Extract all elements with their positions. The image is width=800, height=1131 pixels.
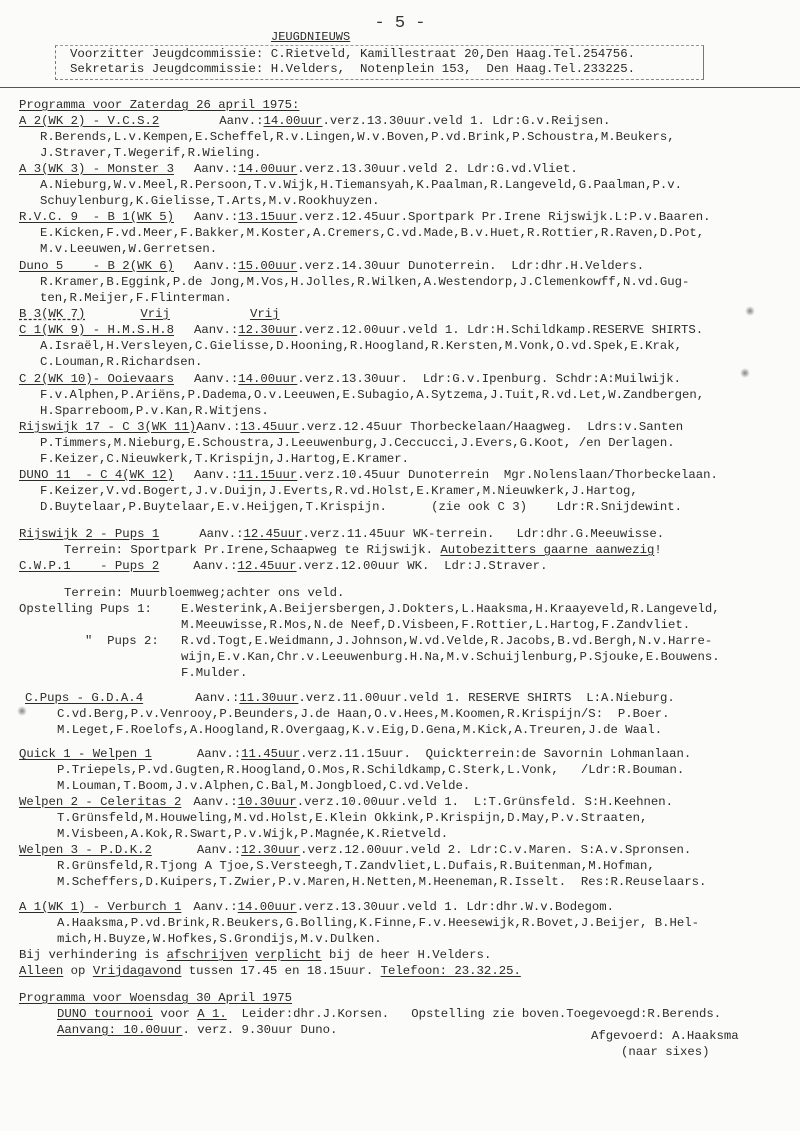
- match-row: A 1(WK 1) - Verburch 1 Aanv.:14.00uur.verz.13.30uur.veld 1. Ldr:dhr.W.v.Bodegom.: [19, 900, 614, 914]
- player-list: A.Nieburg,W.v.Meel,R.Persoon,T.v.Wijk,H.Tiemansyah,K.Paalman,R.Langeveld,G.Paalman,P.v.: [40, 178, 683, 192]
- match-teams: Welpen 3 - P.D.K.2: [19, 843, 152, 857]
- player-list: A.Haaksma,P.vd.Brink,R.Beukers,G.Bolling,K.Finne,F.v.Heesewijk,R.Bovet,J.Beijer, B.Hel-: [57, 916, 700, 930]
- kickoff-time: 11.30uur: [239, 691, 299, 705]
- player-list: T.Grünsfeld,M.Houweling,M.vd.Holst,E.Klein Okkink,P.Krispijn,D.May,P.v.Straaten,: [57, 811, 648, 825]
- player-list: R.Grünsfeld,R.Tjong A Tjoe,S.Versteegh,T.Zandvliet,L.Dufais,R.Buitenman,M.Hofman,: [57, 859, 655, 873]
- player-list: M.Meeuwisse,R.Mos,N.de Neef,D.Visbeen,F.Rottier,L.Hartog,F.Zandvliet.: [181, 618, 691, 632]
- player-list: J.Straver,T.Wegerif,R.Wieling.: [40, 146, 262, 160]
- match-teams: A 3(WK 3) - Monster 3: [19, 162, 174, 176]
- player-list: R.vd.Togt,E.Weidmann,J.Johnson,W.vd.Velde,R.Jacobs,B.vd.Bergh,N.v.Harre-: [181, 634, 713, 648]
- match-teams: DUNO 11 - C 4(WK 12): [19, 468, 174, 482]
- lineup-label-pups2: " Pups 2:: [85, 634, 159, 648]
- kickoff-time: 12.45uur: [243, 527, 303, 541]
- phone-number: Telefoon: 23.32.25.: [380, 964, 521, 978]
- match-row: C.Pups - G.D.A.4 Aanv.:11.30uur.verz.11.00uur.veld 1. RESERVE SHIRTS L:A.Nieburg.: [25, 691, 675, 705]
- match-row: C.W.P.1 - Pups 2 Aanv.:12.45uur.verz.12.00uur WK. Ldr:J.Straver.: [19, 559, 548, 573]
- player-list: Schuylenburg,K.Gielisse,T.Arts,M.v.Rookhuyzen.: [40, 194, 380, 208]
- player-list: R.Berends,L.v.Kempen,E.Scheffel,R.v.Lingen,W.v.Boven,P.vd.Brink,P.Schoustra,M.Beukers,: [40, 130, 675, 144]
- header-divider: [0, 87, 800, 88]
- match-row: C 2(WK 10)- Ooievaars Aanv.:14.00uur.verz.13.30uur. Ldr:G.v.Ipenburg. Schdr:A:Muilwijk.: [19, 372, 682, 386]
- scan-smudge: [17, 706, 27, 716]
- page-number: - 5 -: [374, 14, 426, 33]
- kickoff-time: 14.00uur: [263, 114, 323, 128]
- player-list: M.v.Leeuwen,W.Gerretsen.: [40, 242, 218, 256]
- player-list: R.Kramer,B.Eggink,P.de Jong,M.Vos,H.Jolles,R.Wilken,A.Westendorp,J.Clemenkowff,N.vd.Gug-: [40, 275, 690, 289]
- lineup-label-pups1: Opstelling Pups 1:: [19, 602, 152, 616]
- document-title: JEUGDNIEUWS: [271, 30, 351, 44]
- terrein-note: Terrein: Sportpark Pr.Irene,Schaapweg te Rijswijk. Autobezitters gaarne aanwezig!: [64, 543, 662, 557]
- player-list: ten,R.Meijer,F.Flinterman.: [40, 291, 232, 305]
- match-row-free: B 3(WK 7) Vrij Vrij: [19, 307, 280, 321]
- kickoff-time: 12.30uur: [238, 323, 298, 337]
- kickoff-time: 10.30uur: [237, 795, 297, 809]
- player-list: P.Timmers,M.Nieburg,E.Schoustra,J.Leeuwenburg,J.Ceccucci,J.Evers,G.Koot, /en Derlagen.: [40, 436, 675, 450]
- kickoff-time: 14.00uur: [238, 162, 298, 176]
- match-row: Rijswijk 2 - Pups 1 Aanv.:12.45uur.verz.11.45uur WK-terrein. Ldr:dhr.G.Meeuwisse.: [19, 527, 665, 541]
- match-teams: B 3(WK 7): [19, 307, 86, 321]
- kickoff-time: 13.45uur: [240, 420, 300, 434]
- chairman-line: Voorzitter Jeugdcommissie: C.Rietveld, Kamillestraat 20,Den Haag.Tel.254756.: [70, 47, 636, 61]
- removed-player-note: Afgevoerd: A.Haaksma: [591, 1029, 739, 1043]
- wednesday-heading: Programma voor Woensdag 30 April 1975: [19, 991, 293, 1005]
- match-teams: Welpen 2 - Celeritas 2: [19, 795, 182, 809]
- player-list: F.Mulder.: [181, 666, 248, 680]
- player-list: mich,H.Buyze,W.Hofkes,S.Grondijs,M.v.Dulken.: [57, 932, 382, 946]
- match-teams: Rijswijk 17 - C 3(WK 11): [19, 420, 197, 434]
- tournament-line: DUNO tournooi voor A 1. Leider:dhr.J.Korsen. Opstelling zie boven.Toegevoegd:R.Berends.: [57, 1007, 722, 1021]
- player-list: M.Visbeen,A.Kok,R.Swart,P.v.Wijk,P.Magnée,K.Rietveld.: [57, 827, 449, 841]
- kickoff-time: 15.00uur: [238, 259, 298, 273]
- kickoff-time: 14.00uur: [238, 372, 298, 386]
- call-hours-notice: Alleen op Vrijdagavond tussen 17.45 en 18.15uur. Telefoon: 23.32.25.: [19, 964, 521, 978]
- player-list: M.Leget,F.Roelofs,A.Hoogland,R.Overgaag,K.v.Eig,D.Gena,M.Kick,A.Treuren,J.de Waal.: [57, 723, 663, 737]
- match-teams: C.W.P.1 - Pups 2: [19, 559, 160, 573]
- match-teams: A 2(WK 2) - V.C.S.2: [19, 114, 160, 128]
- match-teams: C 2(WK 10)- Ooievaars: [19, 372, 174, 386]
- start-time-line: Aanvang: 10.00uur. verz. 9.30uur Duno.: [57, 1023, 338, 1037]
- player-list: F.v.Alphen,P.Ariëns,P.Dadema,O.v.Leeuwen,E.Subagio,A.Sytzema,J.Tuit,R.vd.Let,W.Zandbergen,: [40, 388, 705, 402]
- match-row: A 3(WK 3) - Monster 3 Aanv.:14.00uur.verz.13.30uur.veld 2. Ldr:G.vd.Vliet.: [19, 162, 578, 176]
- match-teams: R.V.C. 9 - B 1(WK 5): [19, 210, 174, 224]
- match-row: Duno 5 - B 2(WK 6) Aanv.:15.00uur.verz.14.30uur Dunoterrein. Ldr:dhr.H.Velders.: [19, 259, 645, 273]
- player-list: wijn,E.v.Kan,Chr.v.Leeuwenburg.H.Na,M.v.Schuijlenburg,P.Sjouke,E.Bouwens.: [181, 650, 720, 664]
- player-list: E.Westerink,A.Beijersbergen,J.Dokters,L.Haaksma,H.Kraayeveld,R.Langeveld,: [181, 602, 720, 616]
- kickoff-time: 12.45uur: [237, 559, 297, 573]
- kickoff-time: 14.00uur: [237, 900, 297, 914]
- terrein-note: Terrein: Muurbloemweg;achter ons veld.: [64, 586, 345, 600]
- player-list: A.Israël,H.Versleyen,C.Gielisse,D.Hooning,R.Hoogland,R.Kersten,M.Vonk,O.vd.Spek,E.Krak,: [40, 339, 683, 353]
- match-row: Rijswijk 17 - C 3(WK 11)Aanv.:13.45uur.verz.12.45uur Thorbeckelaan/Haagweg. Ldrs:v.Santen: [19, 420, 684, 434]
- player-list: P.Triepels,P.vd.Gugten,R.Hoogland,O.Mos,R.Schildkamp,C.Sterk,L.Vonk, /Ldr:R.Bouman.: [57, 763, 685, 777]
- player-list: F.Keizer,C.Nieuwkerk,T.Krispijn,J.Hartog,E.Kramer.: [40, 452, 409, 466]
- committee-contact-box: [55, 45, 704, 80]
- match-teams: C 1(WK 9) - H.M.S.H.8: [19, 323, 174, 337]
- kickoff-time: 11.45uur: [241, 747, 301, 761]
- player-list: H.Sparreboom,P.v.Kan,R.Witjens.: [40, 404, 269, 418]
- player-list: E.Kicken,F.vd.Meer,F.Bakker,M.Koster,A.Cremers,C.vd.Made,B.v.Huet,R.Rottier,R.Raven,D.Pot,: [40, 226, 705, 240]
- match-teams: A 1(WK 1) - Verburch 1: [19, 900, 182, 914]
- kickoff-time: 12.30uur: [241, 843, 301, 857]
- match-row: Welpen 3 - P.D.K.2 Aanv.:12.30uur.verz.12.00uur.veld 2. Ldr:C.v.Maren. S:A.v.Spronsen.: [19, 843, 692, 857]
- match-row: R.V.C. 9 - B 1(WK 5) Aanv.:13.15uur.verz.12.45uur.Sportpark Pr.Irene Rijswijk.L:P.v.Baaren.: [19, 210, 711, 224]
- kickoff-time: 13.15uur: [238, 210, 298, 224]
- match-row: Welpen 2 - Celeritas 2 Aanv.:10.30uur.verz.10.00uur.veld 1. L:T.Grünsfeld. S:H.Keehnen.: [19, 795, 674, 809]
- match-teams: Quick 1 - Welpen 1: [19, 747, 152, 761]
- secretary-line: Sekretaris Jeugdcommissie: H.Velders, Notenplein 153, Den Haag.Tel.233225.: [70, 62, 636, 76]
- saturday-heading: Programma voor Zaterdag 26 april 1975:: [19, 98, 300, 112]
- match-row: A 2(WK 2) - V.C.S.2 Aanv.:14.00uur.verz.13.30uur.veld 1. Ldr:G.v.Reijsen.: [19, 114, 611, 128]
- match-teams: Rijswijk 2 - Pups 1: [19, 527, 160, 541]
- player-list: C.vd.Berg,P.v.Venrooy,P.Beunders,J.de Haan,O.v.Hees,M.Koomen,R.Krispijn/S: P.Boer.: [57, 707, 670, 721]
- scan-smudge: [740, 368, 750, 378]
- player-list: C.Louman,R.Richardsen.: [40, 355, 203, 369]
- scan-smudge: [745, 306, 755, 316]
- match-teams: C.Pups - G.D.A.4: [25, 691, 144, 705]
- player-list: M.Louman,T.Boom,J.v.Alphen,C.Bal,M.Jongbloed,C.vd.Velde.: [57, 779, 471, 793]
- kickoff-time: 11.15uur: [238, 468, 298, 482]
- match-row: C 1(WK 9) - H.M.S.H.8 Aanv.:12.30uur.verz.12.00uur.veld 1. Ldr:H.Schildkamp.RESERVE SHIRTS.: [19, 323, 704, 337]
- match-row: Quick 1 - Welpen 1 Aanv.:11.45uur.verz.11.15uur. Quickterrein:de Savornin Lohmanlaan.: [19, 747, 692, 761]
- player-list: F.Keizer,V.vd.Bogert,J.v.Duijn,J.Everts,R.vd.Holst,E.Kramer,M.Nieuwkerk,J.Hartog,: [40, 484, 638, 498]
- match-teams: Duno 5 - B 2(WK 6): [19, 259, 174, 273]
- player-list: D.Buytelaar,P.Buytelaar,E.v.Heijgen,T.Krispijn. (zie ook C 3) Ldr:R.Snijdewint.: [40, 500, 683, 514]
- match-row: DUNO 11 - C 4(WK 12) Aanv.:11.15uur.verz.10.45uur Dunoterrein Mgr.Nolenslaan/Thorbeckelaan.: [19, 468, 718, 482]
- absence-notice: Bij verhindering is afschrijven verplicht bij de heer H.Velders.: [19, 948, 492, 962]
- removed-player-reason: (naar sixes): [621, 1045, 710, 1059]
- player-list: M.Scheffers,D.Kuipers,T.Zwier,P.v.Maren,H.Netten,M.Heeneman,R.Isselt. Res:R.Reuselaars.: [57, 875, 707, 889]
